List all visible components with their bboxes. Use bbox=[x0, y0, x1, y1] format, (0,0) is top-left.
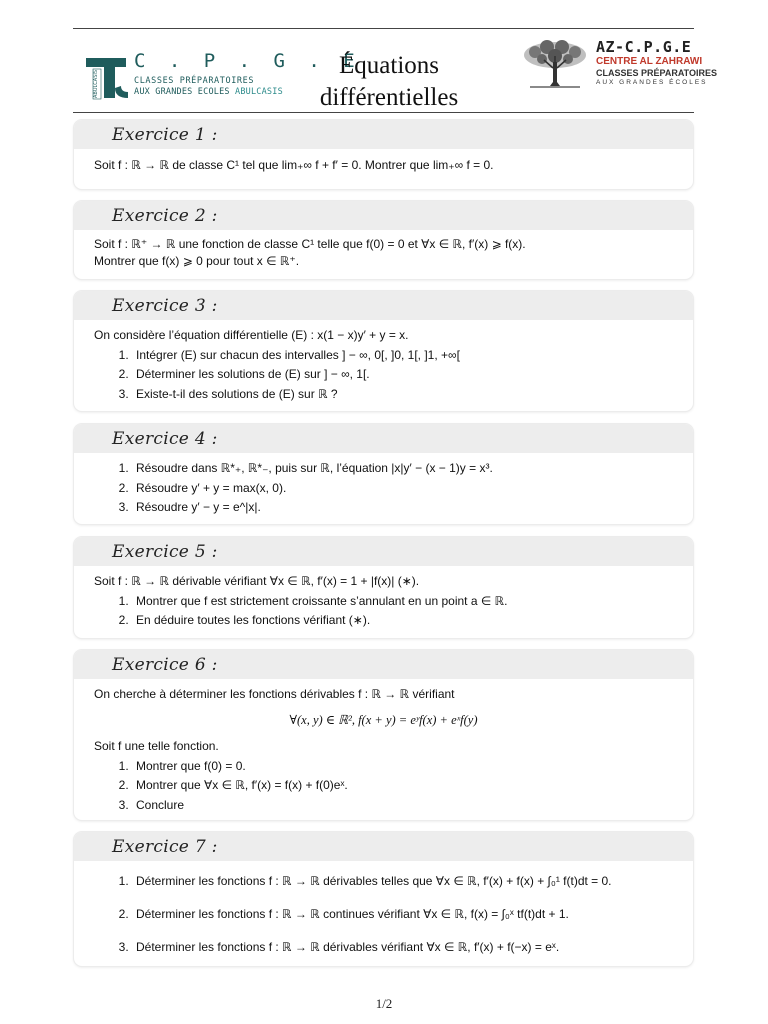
page-number: 1/2 bbox=[375, 996, 393, 1011]
exercise-card-6 bbox=[74, 650, 693, 820]
exercise-card-1 bbox=[74, 120, 693, 189]
header-rule bbox=[73, 112, 694, 113]
exercise-body bbox=[74, 566, 693, 637]
exercise-title: Exercice 6 : bbox=[112, 655, 218, 675]
page-title bbox=[280, 50, 498, 114]
cpge-emblem-icon bbox=[86, 52, 132, 102]
question-item: 1. Intégrer (E) sur chacun des intervalles ] − ∞, 0[, ]0, 1[, ]1, +∞[ bbox=[132, 346, 673, 366]
right-logo-title: AZ-C.P.G.E bbox=[596, 38, 692, 56]
exercise-header bbox=[74, 120, 693, 149]
top-rule bbox=[73, 28, 694, 29]
title-line-2: différentielles bbox=[319, 84, 459, 111]
exercise-header bbox=[74, 650, 693, 679]
question-item: 2. Déterminer les solutions de (E) sur ] − ∞, 1[. bbox=[132, 365, 673, 385]
statement-line: On cherche à déterminer les fonctions dérivables f : ℝ → ℝ vérifiant bbox=[94, 687, 455, 701]
question-item: 1. Montrer que f est strictement croissante s’annulant en un point a ∈ ℝ. bbox=[132, 592, 673, 612]
left-logo-title: C . P . G . E bbox=[134, 50, 361, 72]
tree-icon bbox=[520, 38, 590, 90]
right-logo-subtitle-3: AUX GRANDES ÉCOLES bbox=[596, 79, 708, 86]
exercise-title: Exercice 2 : bbox=[112, 206, 218, 226]
question-list bbox=[94, 346, 673, 405]
question-list bbox=[94, 865, 673, 964]
logo-side-text: ABULCASIS bbox=[93, 69, 99, 98]
exercise-body bbox=[74, 320, 693, 410]
question-item: 3. Existe-t-il des solutions de (E) sur ℝ ? bbox=[132, 385, 673, 405]
question-item: 2. Montrer que ∀x ∈ ℝ, f′(x) = f(x) + f(0)eˣ. bbox=[132, 776, 673, 796]
exercise-header bbox=[74, 291, 693, 320]
functional-equation: ∀(x, y) ∈ ℝ², f(x + y) = eʸf(x) + eˣf(y) bbox=[289, 712, 478, 727]
question-item: 3. Conclure bbox=[132, 796, 673, 816]
statement-line: Soit f : ℝ → ℝ de classe C¹ tel que lim₊∞ f + f′ = 0. Montrer que lim₊∞ f = 0. bbox=[94, 158, 494, 172]
exercise-body bbox=[74, 230, 693, 276]
exercise-card-4 bbox=[74, 424, 693, 524]
question-item: 2. En déduire toutes les fonctions vérifiant (∗). bbox=[132, 611, 673, 631]
exercise-header bbox=[74, 832, 693, 861]
statement-line: On considère l’équation différentielle (E) : x(1 − x)y′ + y = x. bbox=[94, 328, 409, 342]
exercise-title: Exercice 1 : bbox=[112, 125, 218, 145]
left-logo-subtitle-1: CLASSES PRÉPARATOIRES bbox=[134, 76, 255, 86]
exercise-header bbox=[74, 537, 693, 566]
exercise-card-5 bbox=[74, 537, 693, 638]
question-list bbox=[94, 592, 673, 631]
question-item: 3. Déterminer les fonctions f : ℝ → ℝ dérivables vérifiant ∀x ∈ ℝ, f′(x) + f(−x) = eˣ. bbox=[132, 931, 673, 964]
exercise-body bbox=[74, 453, 693, 524]
az-cpge-logo bbox=[520, 38, 718, 98]
exercise-title: Exercice 5 : bbox=[112, 542, 218, 562]
exercise-card-2 bbox=[74, 201, 693, 279]
question-item: 1. Montrer que f(0) = 0. bbox=[132, 757, 673, 777]
exercise-header bbox=[74, 201, 693, 230]
statement-line: Soit f une telle fonction. bbox=[94, 739, 219, 753]
question-item: 1. Déterminer les fonctions f : ℝ → ℝ dérivables telles que ∀x ∈ ℝ, f′(x) + f(x) + ∫₀¹ f(t)dt = 0. bbox=[132, 865, 673, 898]
statement-line: Soit f : ℝ⁺ → ℝ une fonction de classe C¹ telle que f(0) = 0 et ∀x ∈ ℝ, f′(x) ⩾ f(x). bbox=[94, 237, 526, 251]
exercise-title: Exercice 7 : bbox=[112, 837, 218, 857]
question-item: 2. Résoudre y′ + y = max(x, 0). bbox=[132, 479, 673, 499]
title-line-1: Équations bbox=[339, 52, 439, 79]
exercise-body bbox=[74, 679, 693, 820]
exercise-title: Exercice 3 : bbox=[112, 296, 218, 316]
question-list bbox=[94, 757, 673, 816]
right-logo-subtitle-1: CENTRE AL ZAHRAWI bbox=[596, 56, 703, 67]
question-list bbox=[94, 459, 673, 518]
statement-line: Montrer que f(x) ⩾ 0 pour tout x ∈ ℝ⁺. bbox=[94, 254, 300, 268]
question-item: 2. Déterminer les fonctions f : ℝ → ℝ continues vérifiant ∀x ∈ ℝ, f(x) = ∫₀ˣ tf(t)dt + 1. bbox=[132, 898, 673, 931]
right-logo-subtitle-2: CLASSES PRÉPARATOIRES bbox=[596, 68, 718, 78]
exercise-header bbox=[74, 424, 693, 453]
exercise-title: Exercice 4 : bbox=[112, 429, 218, 449]
exercise-body bbox=[74, 861, 693, 966]
statement-line: Soit f : ℝ → ℝ dérivable vérifiant ∀x ∈ ℝ, f′(x) = 1 + |f(x)| (∗). bbox=[94, 574, 420, 588]
question-item: 3. Résoudre y′ − y = e^|x|. bbox=[132, 498, 673, 518]
exercise-body bbox=[74, 149, 693, 182]
exercise-card-3 bbox=[74, 291, 693, 411]
cpge-abulcasis-logo bbox=[86, 50, 361, 102]
exercise-card-7 bbox=[74, 832, 693, 966]
question-item: 1. Résoudre dans ℝ*₊, ℝ*₋, puis sur ℝ, l’équation |x|y′ − (x − 1)y = x³. bbox=[132, 459, 673, 479]
left-logo-subtitle-2: AUX GRANDES ECOLES ABULCASIS bbox=[134, 87, 283, 97]
